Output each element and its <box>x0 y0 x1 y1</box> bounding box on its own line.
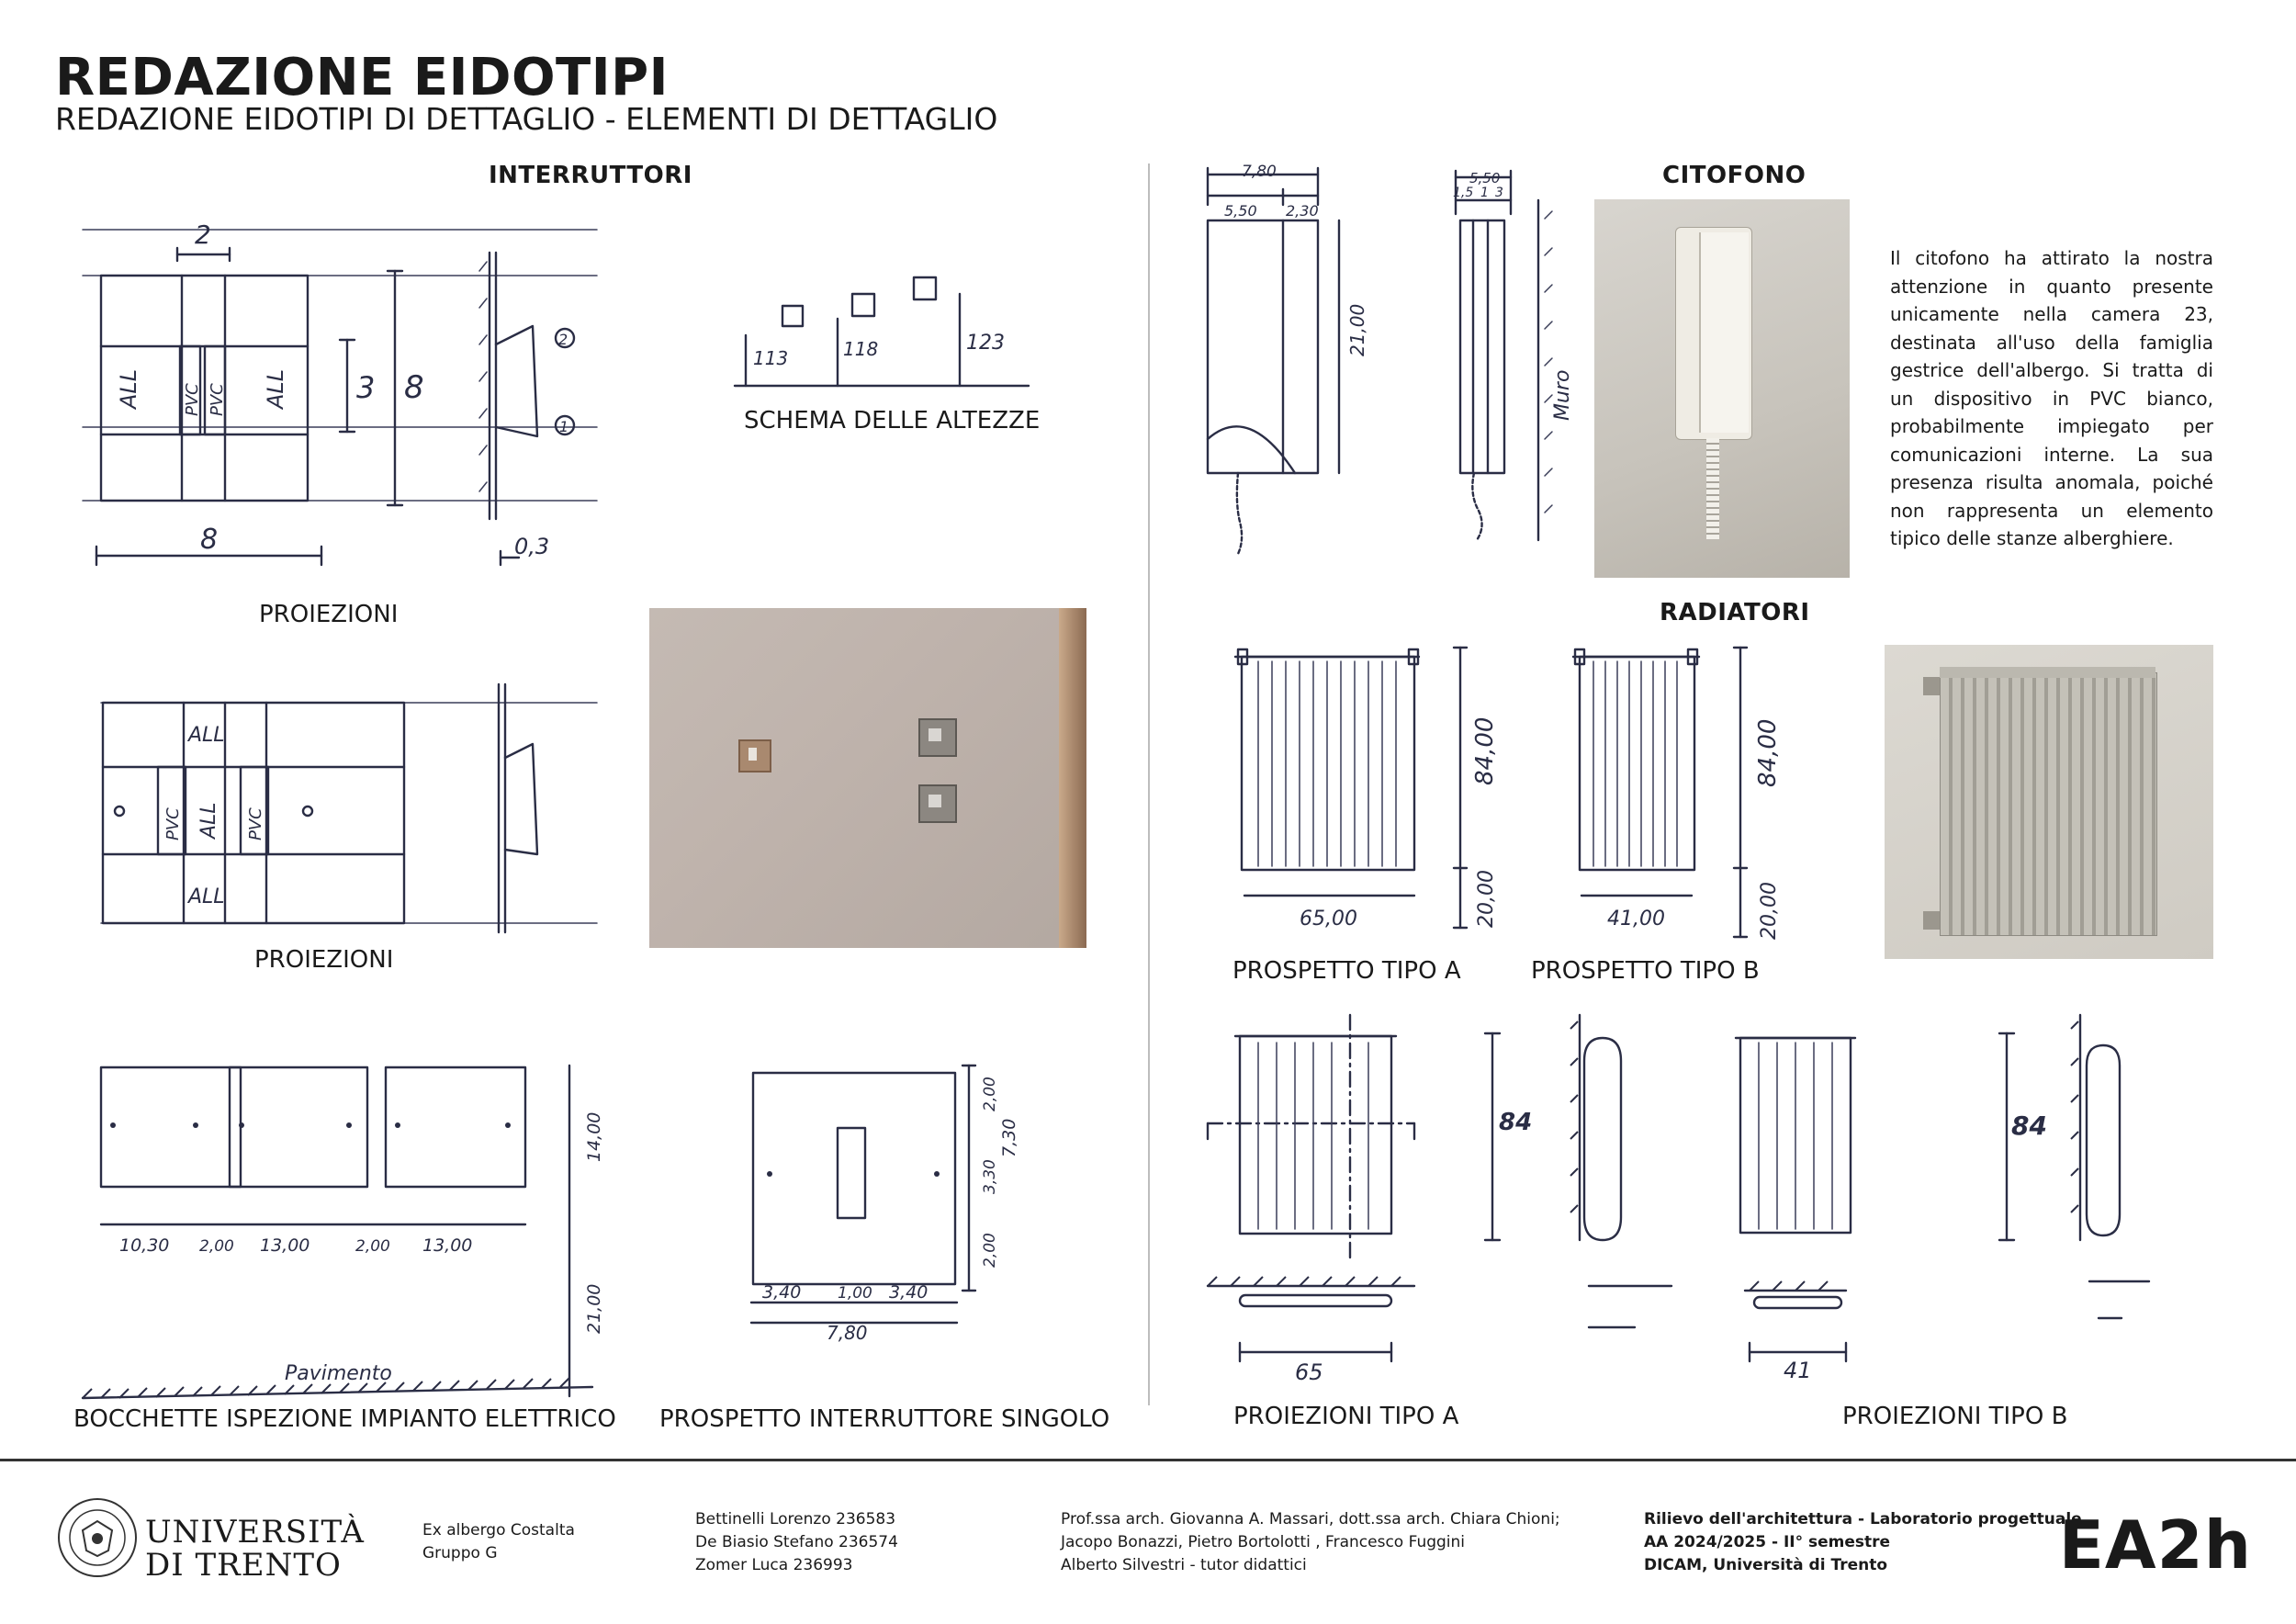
project-name: Ex albergo Costalta <box>422 1521 575 1539</box>
dim-21-00: 21,00 <box>584 1283 604 1334</box>
label-pvc-1: PVC <box>183 383 202 416</box>
height-113: 113 <box>753 347 789 369</box>
photo-radiatore <box>1885 645 2213 959</box>
height-123: 123 <box>966 332 1005 355</box>
university-name <box>145 1516 365 1582</box>
label-prospetto-singolo: PROSPETTO INTERRUTTORE SINGOLO <box>659 1405 1110 1433</box>
university-seal-icon <box>57 1497 138 1578</box>
dim-radiator-a-20: 20,00 <box>1475 870 1498 928</box>
dim-2-00-d: 2,00 <box>981 1233 999 1268</box>
dim-citofono-5-50-b: 5,50 <box>1469 170 1501 186</box>
footer-divider <box>0 1459 2296 1461</box>
dim-3: 3 <box>356 370 376 405</box>
label-all-bottom: ALL <box>188 885 225 908</box>
label-prospetto-tipo-a: PROSPETTO TIPO A <box>1232 957 1461 985</box>
dim-2-00-c: 2,00 <box>981 1077 999 1111</box>
dim-3-40-b: 3,40 <box>889 1282 929 1303</box>
dim-proiezione-b-84: 84 <box>2011 1111 2047 1141</box>
tutor-line-2: Jacopo Bonazzi, Pietro Bortolotti , Francesco Fuggini <box>1061 1533 1466 1551</box>
dim-3-30: 3,30 <box>981 1159 999 1194</box>
label-proiezioni-2: PROIEZIONI <box>254 946 394 974</box>
dim-1-00: 1,00 <box>838 1284 872 1303</box>
dim-7-80: 7,80 <box>827 1322 868 1344</box>
label-bocchette: BOCCHETTE ISPEZIONE IMPIANTO ELETTRICO <box>73 1405 616 1433</box>
student-3: Zomer Luca 236993 <box>695 1556 853 1574</box>
label-all-top: ALL <box>188 724 225 747</box>
sketch-prospetto-singolo <box>735 1056 1038 1344</box>
label-pvc-4: PVC <box>246 807 265 840</box>
tutors <box>1061 1508 1560 1577</box>
student-1: Bettinelli Lorenzo 236583 <box>695 1510 896 1528</box>
university-line1: UNIVERSITÀ <box>145 1514 365 1551</box>
sketch-bocchette <box>78 1056 611 1405</box>
page-title: REDAZIONE EIDOTIPI <box>55 48 669 107</box>
dim-radiator-b-84: 84,00 <box>1754 718 1782 787</box>
dim-2-00-b: 2,00 <box>355 1237 390 1256</box>
course-line-2: AA 2024/2025 - II° semestre <box>1644 1533 1891 1551</box>
photo-citofono <box>1594 199 1850 578</box>
dim-10-30: 10,30 <box>119 1235 170 1256</box>
label-muro: Muro <box>1551 369 1574 421</box>
sheet-code: EA2h <box>2058 1506 2252 1584</box>
tutor-line-3: Alberto Silvestri - tutor didattici <box>1061 1556 1307 1574</box>
marker-1: 1 <box>559 418 569 435</box>
label-pvc-3: PVC <box>163 807 183 840</box>
dim-14-00: 14,00 <box>584 1111 604 1162</box>
dim-proiezione-b-41: 41 <box>1784 1358 1812 1383</box>
citofono-description: Il citofono ha attirato la nostra attenzione in quanto presente unicamente nella camera 23, destinata all'uso della famiglia gestrice dell'albergo. Si tratta di un dispositivo in PVC bianco, probabilmente impiegato per comunicazioni interne. La sua presenza risulta anomala, poiché non rappresenta un elemento tipico delle stanze alberghiere. <box>1890 247 2213 549</box>
student-2: De Biasio Stefano 236574 <box>695 1533 898 1551</box>
section-radiatori: RADIATORI <box>1660 599 1810 626</box>
label-all-left: ALL <box>116 368 141 409</box>
university-line2: DI TRENTO <box>145 1547 342 1584</box>
label-schema-altezze: SCHEMA DELLE ALTEZZE <box>744 407 1041 434</box>
sketch-proiezioni-1 <box>83 216 625 583</box>
label-proiezioni-tipo-a: PROIEZIONI TIPO A <box>1233 1403 1459 1430</box>
dim-radiator-b-20: 20,00 <box>1758 882 1781 940</box>
project-info <box>422 1519 575 1565</box>
tutor-line-1: Prof.ssa arch. Giovanna A. Massari, dott.ssa arch. Chiara Chioni; <box>1061 1510 1560 1528</box>
column-divider <box>1148 164 1150 1405</box>
dim-proiezione-a-84: 84 <box>1499 1109 1533 1136</box>
dim-citofono-7-80: 7,80 <box>1242 163 1277 181</box>
project-group: Gruppo G <box>422 1544 498 1562</box>
dim-proiezione-a-65: 65 <box>1295 1359 1323 1385</box>
dim-citofono-5-50: 5,50 <box>1224 202 1257 220</box>
sketch-proiezioni-2 <box>83 675 597 951</box>
dim-7-30: 7,30 <box>999 1118 1019 1157</box>
label-all-right: ALL <box>263 368 288 409</box>
dim-8-horizontal: 8 <box>200 524 219 556</box>
course-line-1: Rilievo dell'architettura - Laboratorio progettuale <box>1644 1510 2082 1528</box>
sketch-citofono <box>1194 164 1580 577</box>
label-pvc-2: PVC <box>208 383 227 416</box>
section-interruttori: INTERRUTTORI <box>489 162 692 189</box>
dim-radiator-a-84: 84,00 <box>1471 716 1499 785</box>
course-info <box>1644 1508 2082 1577</box>
sketch-schema-altezze <box>726 262 1038 400</box>
dim-citofono-1: 1 <box>1480 186 1489 200</box>
label-proiezioni-tipo-b: PROIEZIONI TIPO B <box>1842 1403 2068 1430</box>
dim-13-00-a: 13,00 <box>260 1235 310 1256</box>
photo-interruttori <box>649 608 1086 948</box>
label-proiezioni-1: PROIEZIONI <box>259 601 399 628</box>
label-prospetto-tipo-b: PROSPETTO TIPO B <box>1531 957 1760 985</box>
dim-2-00-a: 2,00 <box>199 1237 234 1256</box>
dim-radiator-a-65: 65,00 <box>1300 908 1357 930</box>
students <box>695 1508 898 1577</box>
dim-citofono-2-30: 2,30 <box>1286 202 1319 220</box>
course-line-3: DICAM, Università di Trento <box>1644 1556 1888 1574</box>
section-citofono: CITOFONO <box>1662 162 1806 189</box>
dim-13-00-b: 13,00 <box>422 1235 473 1256</box>
dim-8-vertical: 8 <box>404 369 424 406</box>
label-pavimento: Pavimento <box>285 1362 392 1385</box>
dim-03: 0,3 <box>514 534 550 559</box>
dim-2: 2 <box>195 220 211 250</box>
page-subtitle: REDAZIONE EIDOTIPI DI DETTAGLIO - ELEMENTI DI DETTAGLIO <box>55 101 998 137</box>
sketch-radiatori-proiezioni <box>1203 1010 2232 1385</box>
dim-radiator-b-41: 41,00 <box>1607 908 1665 930</box>
dim-citofono-1-5: 1,5 <box>1453 186 1474 200</box>
dim-citofono-21-00: 21,00 <box>1346 303 1368 356</box>
marker-2: 2 <box>558 331 568 348</box>
sketch-radiatori-prospetti <box>1221 638 1828 951</box>
dim-3-40-a: 3,40 <box>762 1282 802 1303</box>
dim-citofono-3: 3 <box>1495 186 1503 200</box>
label-all-center: ALL <box>197 802 220 839</box>
height-118: 118 <box>843 338 879 360</box>
